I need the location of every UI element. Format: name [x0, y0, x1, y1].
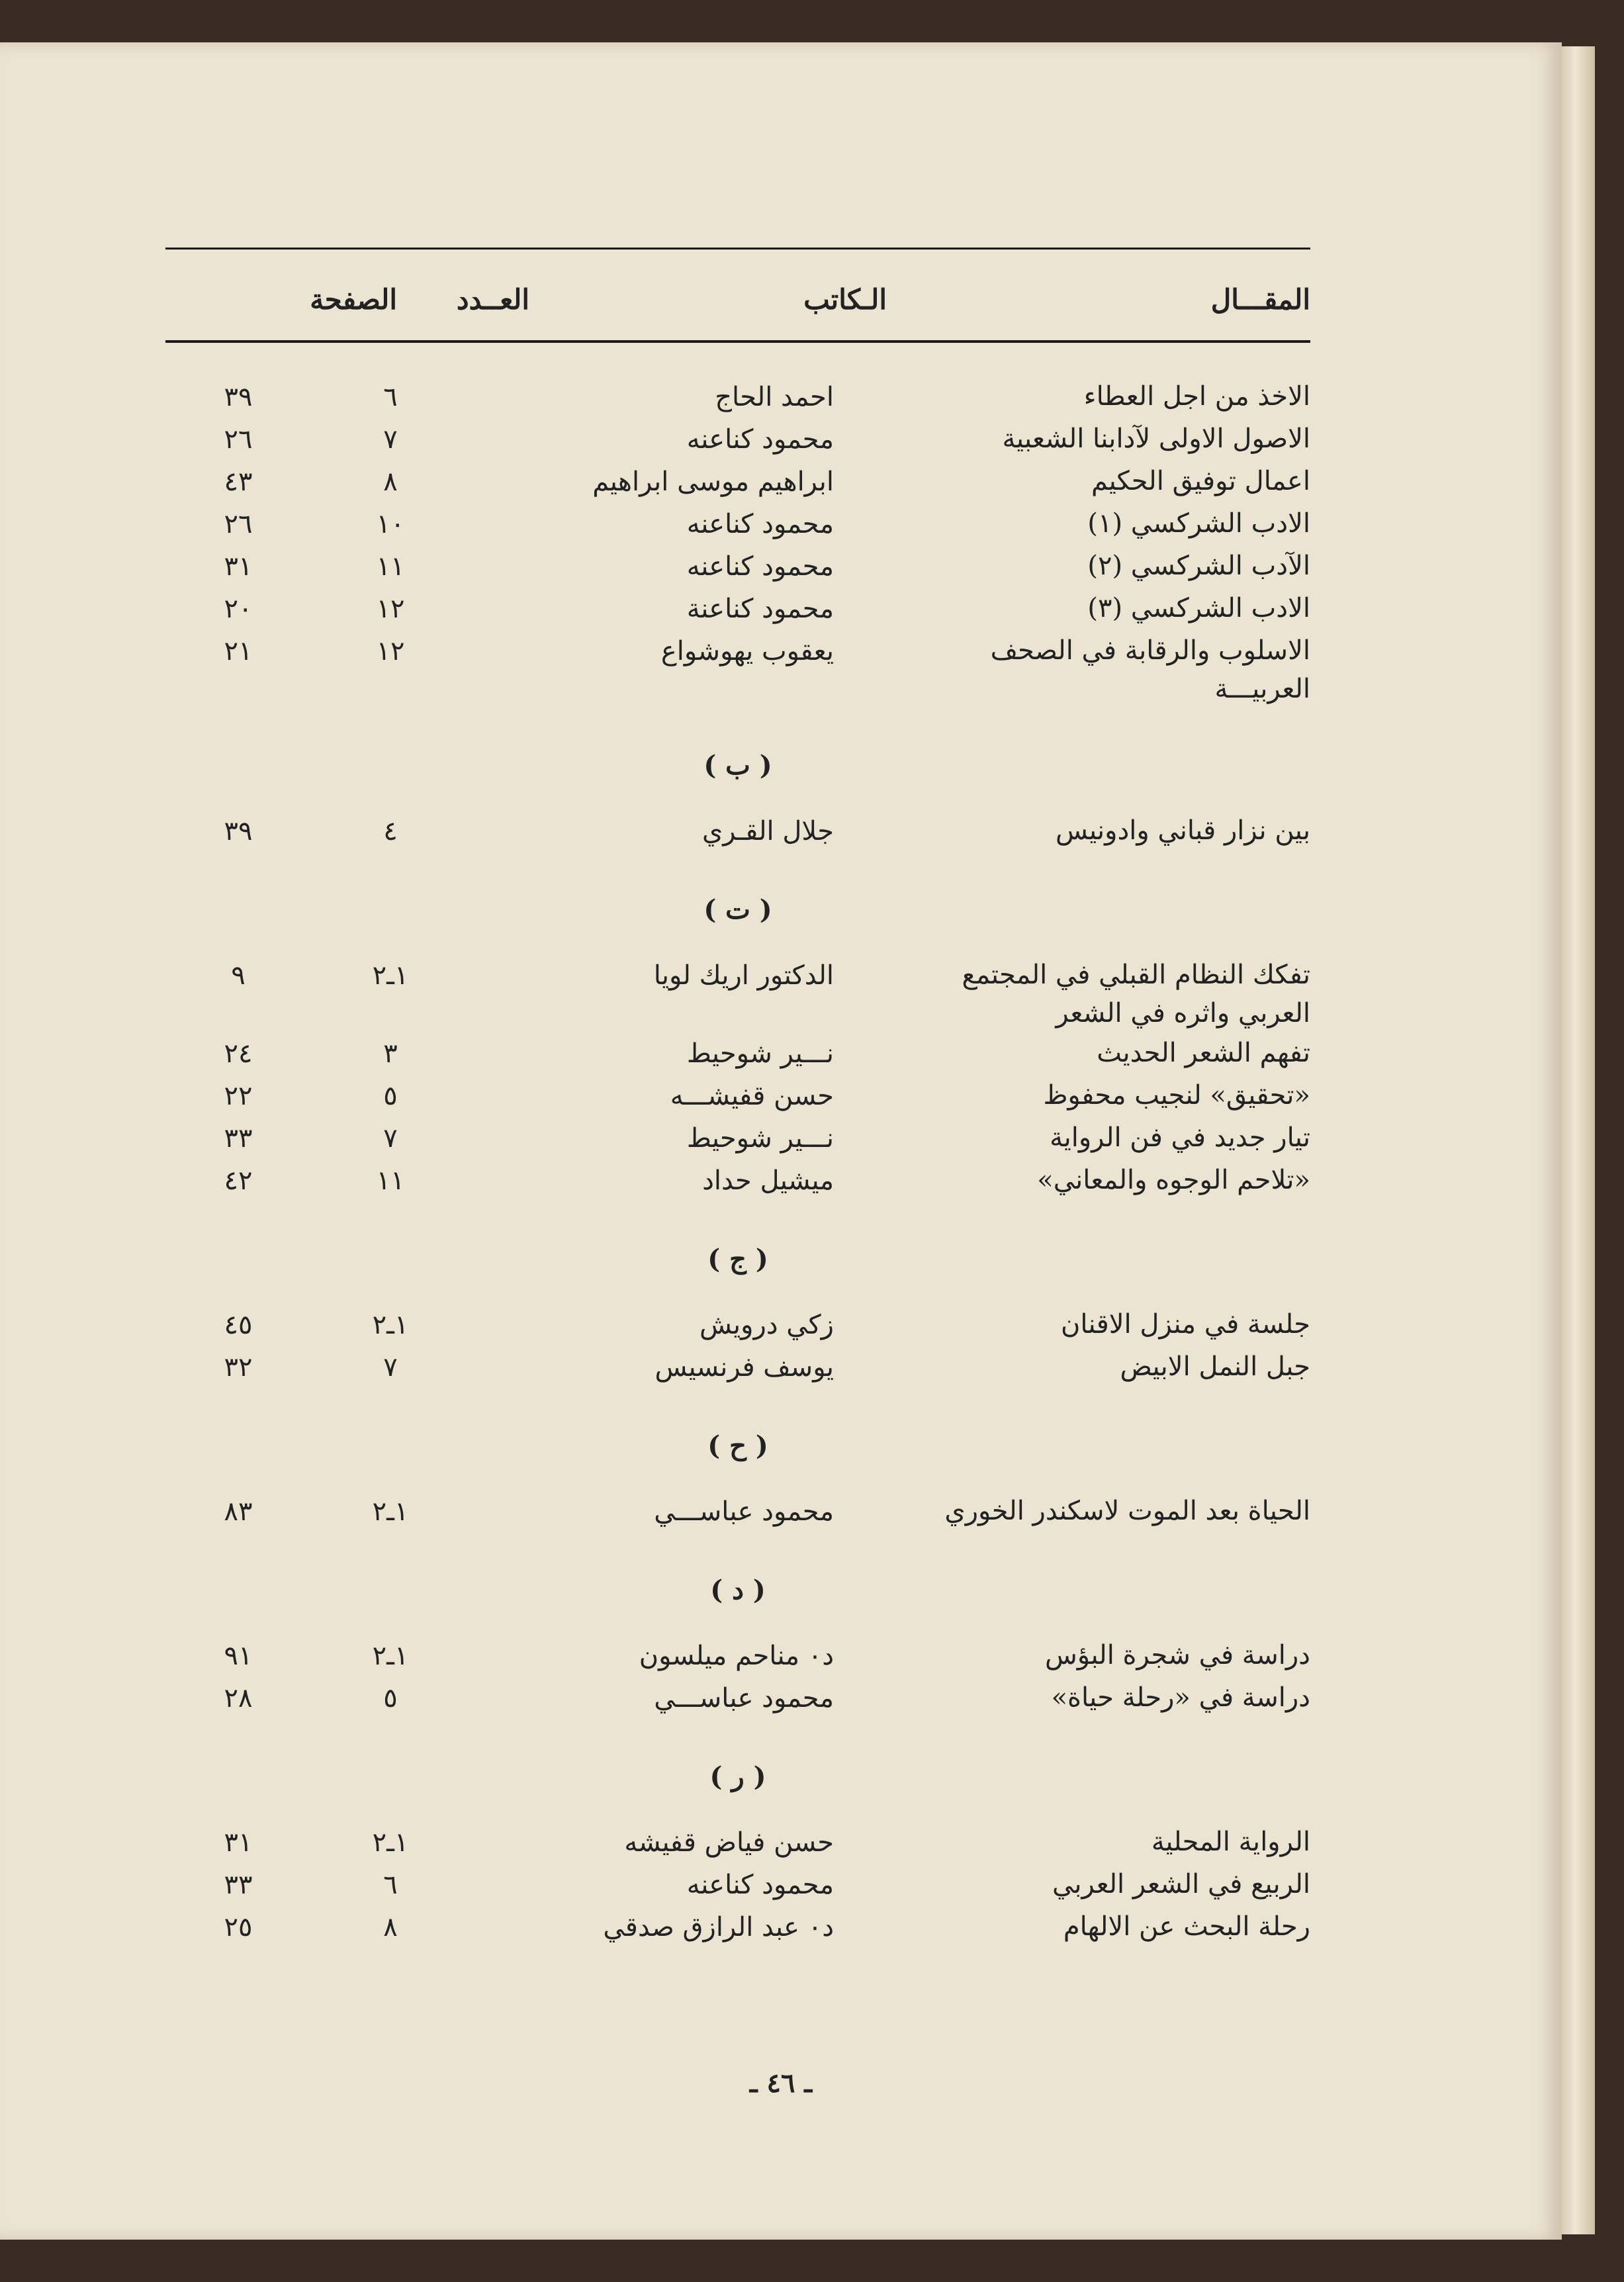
article-title: «تلاحم الوجوه والمعاني» [1037, 1165, 1310, 1195]
section-letter: ( ر ) [709, 1761, 766, 1792]
table-row [165, 1347, 1310, 1390]
issue-number: ٦ [383, 382, 398, 412]
section-letter: ( د ) [710, 1575, 766, 1606]
article-title: تيار جديد في فن الرواية [1050, 1122, 1310, 1153]
issue-number: ١ـ٢ [372, 1827, 409, 1858]
header-issue: العــدد [456, 283, 529, 316]
article-title: «تحقيق» لنجيب محفوظ [1043, 1080, 1310, 1111]
article-author: محمود كناعنه [686, 551, 834, 582]
table-row [165, 811, 1310, 854]
table-header [165, 267, 1310, 327]
page-number: ـ ٤٦ ـ [749, 2068, 813, 2099]
header-rule-bottom [165, 340, 1310, 343]
article-title: جبل النمل الابيض [1120, 1351, 1310, 1382]
issue-number: ٧ [383, 1352, 398, 1383]
article-title: الاسلوب والرقابة في الصحف العربيـــة [990, 635, 1310, 704]
header-page: الصفحة [310, 283, 397, 316]
issue-number: ٦ [383, 1870, 398, 1900]
page-ref: ٢٨ [224, 1683, 253, 1713]
page-ref: ٢١ [224, 636, 253, 666]
table-row [165, 1034, 1310, 1076]
table-row [165, 1907, 1310, 1950]
section-letter: ( ت ) [703, 894, 772, 925]
table-row [165, 420, 1310, 462]
issue-number: ٧ [383, 424, 398, 455]
article-author: محمود عباســـي [654, 1683, 834, 1713]
page-edge [1562, 46, 1595, 2234]
issue-number: ١٠ [376, 509, 405, 539]
article-author: حسن قفيشـــه [670, 1081, 834, 1111]
article-title: الربيع في الشعر العربي [1052, 1869, 1310, 1899]
article-author: محمود عباســـي [654, 1496, 834, 1527]
page-ref: ٣١ [224, 551, 253, 582]
article-title: دراسة في «رحلة حياة» [1051, 1682, 1310, 1713]
article-title: اعمال توفيق الحكيم [1091, 466, 1310, 496]
issue-number: ٣ [383, 1038, 398, 1069]
article-author: محمود كناعنة [686, 594, 834, 624]
section-letter: ( ح ) [707, 1430, 768, 1461]
issue-number: ٧ [383, 1123, 398, 1154]
page-ref: ٣٢ [224, 1352, 253, 1383]
page-ref: ٩١ [224, 1641, 253, 1671]
issue-number: ٨ [383, 467, 398, 497]
table-row [165, 1305, 1310, 1347]
table-row [165, 1161, 1310, 1203]
issue-number: ١ـ٢ [372, 1496, 409, 1527]
table-row [165, 631, 1310, 709]
issue-number: ٨ [383, 1912, 398, 1942]
table-body [165, 377, 1310, 1950]
article-title: الاخذ من اجل العطاء [1083, 381, 1310, 412]
article-author: زكي درويش [699, 1310, 834, 1340]
article-author: يعقوب يهوشواع [660, 636, 834, 666]
header-author: الـكاتب [803, 283, 887, 316]
article-author: محمود كناعنه [686, 509, 834, 539]
page-ref: ٣٣ [224, 1870, 253, 1900]
issue-number: ٥ [383, 1081, 398, 1111]
table-row [165, 1118, 1310, 1161]
article-title: الادب الشركسي (١) [1087, 508, 1310, 539]
issue-number: ١١ [376, 1165, 405, 1196]
article-title: تفهم الشعر الحديث [1097, 1038, 1310, 1068]
page-ref: ٩ [231, 960, 246, 991]
page-ref: ٤٣ [224, 467, 253, 497]
article-author: محمود كناعنه [686, 424, 834, 455]
page-ref: ٢٠ [224, 594, 253, 624]
article-author: نـــير شوحيط [686, 1038, 834, 1069]
table-row [165, 1823, 1310, 1865]
issue-number: ١ـ٢ [372, 1641, 409, 1671]
article-title: الرواية المحلية [1151, 1827, 1310, 1857]
table-row [165, 956, 1310, 1034]
issue-number: ٤ [383, 816, 398, 846]
page-ref: ٨٣ [224, 1496, 253, 1527]
article-author: نـــير شوحيط [686, 1123, 834, 1154]
section-letter: ( ب ) [703, 750, 772, 781]
page-ref: ٣١ [224, 1827, 253, 1858]
header-article: المقـــال [1210, 283, 1310, 316]
article-author: محمود كناعنه [686, 1870, 834, 1900]
table-row [165, 1636, 1310, 1678]
page-ref: ٢٥ [224, 1912, 253, 1942]
issue-number: ١ـ٢ [372, 1310, 409, 1340]
article-title: الحياة بعد الموت لاسكندر الخوري [944, 1496, 1310, 1526]
section-letter: ( ج ) [707, 1244, 768, 1275]
issue-number: ١٢ [376, 636, 405, 666]
page-ref: ٤٥ [224, 1310, 253, 1340]
article-title: رحلة البحث عن الالهام [1063, 1911, 1310, 1942]
table-row [165, 1865, 1310, 1907]
table-row [165, 504, 1310, 547]
article-author: ميشيل حداد [702, 1165, 834, 1196]
issue-number: ١٢ [376, 594, 405, 624]
article-title: تفكك النظام القبلي في المجتمع العربي واثره في الشعر [962, 960, 1310, 1028]
article-title: جلسة في منزل الاقنان [1060, 1309, 1310, 1340]
page-ref: ٣٩ [224, 816, 253, 846]
page-ref: ٢٤ [224, 1038, 253, 1069]
table-row [165, 589, 1310, 631]
article-title: دراسة في شجرة البؤس [1044, 1640, 1310, 1670]
document-page [0, 42, 1562, 2240]
article-title: الآدب الشركسي (٢) [1087, 551, 1310, 581]
page-ref: ٣٣ [224, 1123, 253, 1154]
table-row [165, 462, 1310, 504]
article-author: ابراهيم موسى ابراهيم [592, 467, 834, 497]
page-ref: ٢٢ [224, 1081, 253, 1111]
table-row [165, 547, 1310, 589]
header-rule-top [165, 248, 1310, 250]
page-ref: ٤٢ [224, 1165, 253, 1196]
article-author: جلال القـري [701, 816, 834, 846]
page-ref: ٢٦ [224, 424, 253, 455]
table-row [165, 1076, 1310, 1118]
table-row [165, 1492, 1310, 1534]
article-title: الادب الشركسي (٣) [1087, 593, 1310, 623]
article-title: بين نزار قباني وادونيس [1055, 815, 1310, 846]
article-author: د٠ مناحم ميلسون [639, 1641, 834, 1671]
page-ref: ٢٦ [224, 509, 253, 539]
page-ref: ٣٩ [224, 382, 253, 412]
issue-number: ١١ [376, 551, 405, 582]
article-author: الدكتور اريك لويا [653, 960, 834, 991]
article-author: يوسف فرنسيس [654, 1352, 834, 1383]
table-row [165, 1678, 1310, 1721]
issue-number: ١ـ٢ [372, 960, 409, 991]
article-author: احمد الحاج [715, 382, 834, 412]
article-title: الاصول الاولى لآدابنا الشعبية [1002, 424, 1310, 454]
article-author: حسن فياض قفيشه [624, 1827, 834, 1858]
issue-number: ٥ [383, 1683, 398, 1713]
table-row [165, 377, 1310, 420]
article-author: د٠ عبد الرازق صدقي [603, 1912, 834, 1942]
